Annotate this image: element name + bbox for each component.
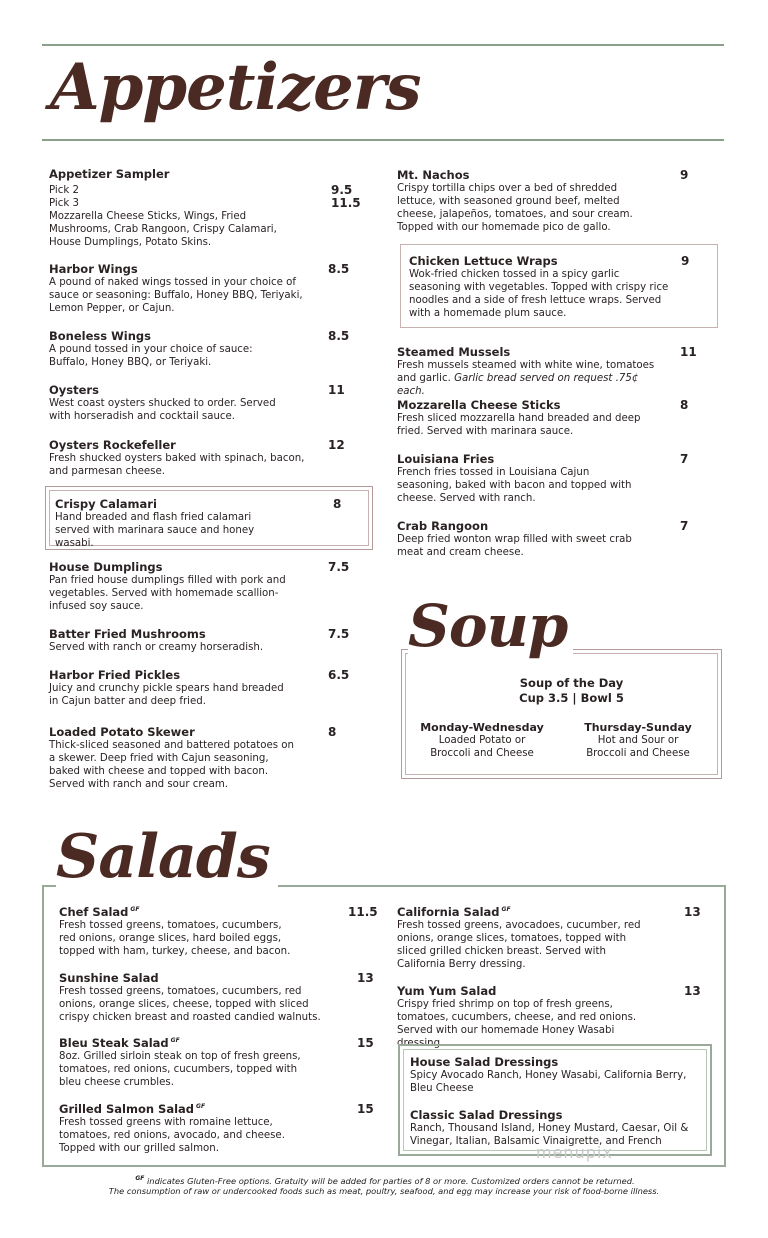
item-price: 6.5 (328, 668, 350, 682)
item-price: 8 (333, 497, 342, 511)
menu-item: Crab Rangoon Deep fried wonton wrap filled with sweet crab meat and cream cheese. 7 (397, 519, 663, 559)
watermark: menupix (536, 1143, 613, 1162)
menu-item: Chicken Lettuce Wraps Wok-fried chicken tossed in a spicy garlic seasoning with vegetables. Topped with crispy rice noodles and a side of fresh lettuce wraps. Served with a homemade plum sauce. 9 (409, 254, 671, 320)
item-price: 7 (680, 519, 689, 533)
item-price: 9 (681, 254, 690, 268)
gluten-free-mark: GF (135, 1175, 145, 1182)
soup-schedule-weekday: Monday-Wednesday Loaded Potato or Broccoli and Cheese (420, 721, 544, 759)
item-name: Appetizer Sampler (49, 167, 170, 181)
appetizers-title: Appetizers (50, 50, 421, 125)
menu-item: Oysters Rockefeller Fresh shucked oysters baked with spinach, bacon, and parmesan cheese. 12 (49, 438, 313, 478)
menu-item: House Dumplings Pan fried house dumplings filled with pork and vegetables. Served with homemade scallion-infused soy sauce. 7.5 (49, 560, 313, 613)
item-desc: Mozzarella Cheese Sticks, Wings, Fried Mushrooms, Crab Rangoon, Crispy Calamari, House Dumplings, Potato Skins. (49, 211, 277, 248)
sampler-option: Pick 3 11.5 (49, 196, 361, 210)
title-rule (42, 139, 724, 141)
soup-heading: Soup of the Day (519, 676, 624, 690)
item-price: 11 (680, 345, 697, 359)
item-price: 15 (357, 1102, 374, 1116)
item-price: 8.5 (328, 329, 350, 343)
menu-item: Yum Yum Salad Crispy fried shrimp on top of fresh greens, tomatoes, cucumbers, cheese, and red onions. Served with our homemade Honey Wasabi dressing. 13 (397, 984, 663, 1050)
gluten-free-mark: GF (501, 906, 511, 914)
soup-schedule-weekend: Thursday-Sunday Hot and Sour or Broccoli and Cheese (584, 721, 692, 759)
salads-title: Salads (56, 822, 278, 892)
menu-item: Chef Salad $^{GF}$ Fresh tossed greens, tomatoes, cucumbers, red onions, orange slices, hard boiled eggs, topped with ham, turkey, cheese, and bacon. 11.5 (59, 905, 378, 957)
gluten-free-mark: GF (170, 1037, 180, 1045)
soup-prices: Cup 3.5 | Bowl 5 (519, 691, 624, 705)
item-price: 8 (680, 398, 689, 412)
menu-item: Steamed Mussels Fresh mussels steamed with white wine, tomatoes and garlic. Garlic bread served on request .75¢ each. 11 (397, 345, 663, 398)
menu-item: Mozzarella Cheese Sticks Fresh sliced mozzarella hand breaded and deep fried. Served with marinara sauce. 8 (397, 398, 663, 438)
menu-item: Batter Fried Mushrooms Served with ranch or creamy horseradish. 7.5 (49, 627, 313, 654)
menu-item: Loaded Potato Skewer Thick-sliced seasoned and battered potatoes on a skewer. Deep fried with Cajun seasoning, baked with cheese and topped with bacon. Served with ranch and sour cream. 8 (49, 725, 313, 791)
dressings-classic: Classic Salad Dressings Ranch, Thousand Island, Honey Mustard, Caesar, Oil & Vinegar, Italian, Balsamic Vinaigrette, and French (410, 1108, 689, 1147)
item-price: 12 (328, 438, 345, 452)
item-price: 13 (357, 971, 374, 985)
menu-item: Bleu Steak Salad $^{GF}$ 8oz. Grilled sirloin steak on top of fresh greens, tomatoes, red onions, cucumbers, topped with bleu cheese crumbles. 15 (59, 1036, 321, 1089)
menu-item: Mt. Nachos Crispy tortilla chips over a bed of shredded lettuce, with seasoned ground beef, melted cheese, jalapeños, tomatoes, and sour cream. Topped with our homemade pico de gallo. 9 (397, 168, 663, 234)
menu-item: Oysters West coast oysters shucked to order. Served with horseradish and cocktail sauce. 11 (49, 383, 313, 423)
gluten-free-mark: GF (130, 906, 140, 914)
menu-item: Sunshine Salad Fresh tossed greens, tomatoes, cucumbers, red onions, orange slices, cheese, topped with sliced crispy chicken breast and roasted candied walnuts. 13 (59, 971, 339, 1024)
sampler-option: Pick 2 9.5 (49, 183, 353, 197)
item-price: 8 (328, 725, 337, 739)
item-price: 7.5 (328, 627, 350, 641)
menu-item: Crispy Calamari Hand breaded and flash fried calamari served with marinara sauce and honey wasabi. 8 (55, 497, 321, 550)
item-price: 9 (680, 168, 689, 182)
item-price: 7 (680, 452, 689, 466)
gluten-free-mark: GF (196, 1103, 206, 1111)
footer-warning: The consumption of raw or undercooked foods such as meat, poultry, seafood, and egg may increase your risk of food-borne illness. (108, 1186, 660, 1196)
item-price: 15 (357, 1036, 374, 1050)
menu-item: Harbor Fried Pickles Juicy and crunchy pickle spears hand breaded in Cajun batter and deep fried. 6.5 (49, 668, 313, 708)
item-price: 11 (328, 383, 345, 397)
footer-note: $^{GF}$ indicates Gluten-Free options. Gratuity will be added for parties of 8 or more. Customized orders cannot be returned. (135, 1175, 635, 1186)
menu-item: California Salad $^{GF}$ Fresh tossed greens, avocadoes, cucumber, red onions, orange slices, tomatoes, topped with sliced grilled chicken breast. Served with California Berry dressing. 13 (397, 905, 663, 971)
menu-item: Louisiana Fries French fries tossed in Louisiana Cajun seasoning, baked with bacon and topped with cheese. Served with ranch. 7 (397, 452, 663, 505)
soup-title: Soup (408, 592, 573, 660)
menu-item: Harbor Wings A pound of naked wings tossed in your choice of sauce or seasoning: Buffalo, Honey BBQ, Teriyaki, Lemon Pepper, or Cajun. 8.5 (49, 262, 313, 315)
menu-item-appetizer-sampler (49, 167, 361, 249)
menu-item: Grilled Salmon Salad $^{GF}$ Fresh tossed greens with romaine lettuce, tomatoes, red onions, avocado, and cheese. Topped with our grilled salmon. 15 (59, 1102, 321, 1155)
item-price: 11.5 (348, 905, 378, 919)
top-rule (42, 44, 724, 46)
item-price: 13 (684, 905, 701, 919)
menu-item: Boneless Wings A pound tossed in your choice of sauce: Buffalo, Honey BBQ, or Teriyaki. 8.5 (49, 329, 313, 369)
dressings-house: House Salad Dressings Spicy Avocado Ranch, Honey Wasabi, California Berry, Bleu Cheese (410, 1055, 687, 1094)
item-price: 13 (684, 984, 701, 998)
item-price: 8.5 (328, 262, 350, 276)
item-price: 7.5 (328, 560, 350, 574)
